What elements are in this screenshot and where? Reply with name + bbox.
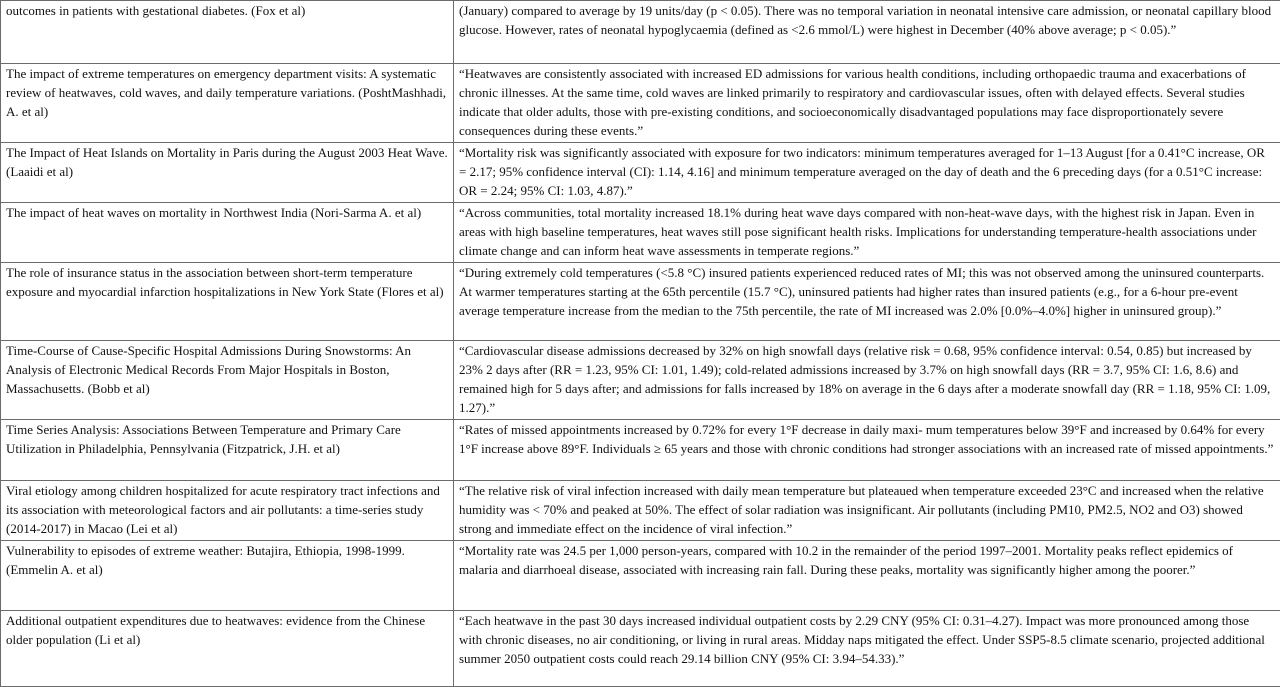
- study-cell: Viral etiology among children hospitalized for acute respiratory tract infections and its association with meteorological factors and air pollutants: a time-series study (2014-2017) in Macao (Lei et al): [1, 481, 454, 541]
- table-row: [1, 263, 1280, 341]
- finding-cell: “Rates of missed appointments increased by 0.72% for every 1°F decrease in daily maxi- mum temperatures below 39°F and increased by 0.64% for every 1°F increase above 89°F. Individuals ≥ 65 years and those with chronic conditions had stronger associations with an increased rate of missed appointments.”: [454, 420, 1280, 481]
- study-cell: The Impact of Heat Islands on Mortality in Paris during the August 2003 Heat Wave. (Laaidi et al): [1, 143, 454, 203]
- study-cell: outcomes in patients with gestational diabetes. (Fox et al): [1, 1, 454, 64]
- study-cell: Additional outpatient expenditures due to heatwaves: evidence from the Chinese older population (Li et al): [1, 611, 454, 687]
- finding-cell: “Mortality risk was significantly associated with exposure for two indicators: minimum temperatures averaged for 1–13 August [for a 0.41°C increase, OR = 2.17; 95% confidence interval (CI): 1.14, 4.16] and minimum temperature averaged on the day of death and the 6 preceding days (for a 0.51°C increase: OR = 2.24; 95% CI: 1.03, 4.87).”: [454, 143, 1280, 203]
- table-row: [1, 64, 1280, 143]
- table-row: [1, 143, 1280, 203]
- study-cell: The impact of extreme temperatures on emergency department visits: A systematic review of heatwaves, cold waves, and daily temperature variations. (PoshtMashhadi, A. et al): [1, 64, 454, 143]
- table-row: [1, 611, 1280, 687]
- finding-cell: “Mortality rate was 24.5 per 1,000 person-years, compared with 10.2 in the remainder of the period 1997–2001. Mortality peaks reflect epidemics of malaria and diarrhoeal disease, associated with increasing rain fall. During these peaks, mortality was significantly higher among the poorer.”: [454, 541, 1280, 611]
- study-cell: The role of insurance status in the association between short-term temperature exposure and myocardial infarction hospitalizations in New York State (Flores et al): [1, 263, 454, 341]
- study-cell: The impact of heat waves on mortality in Northwest India (Nori-Sarma A. et al): [1, 203, 454, 263]
- finding-cell: “The relative risk of viral infection increased with daily mean temperature but plateaued when temperature exceeded 23°C and increased when the relative humidity was < 70% and peaked at 50%. The effect of solar radiation was insignificant. Air pollutants (including PM10, PM2.5, NO2 and O3) showed strong and immediate effect on the incidence of viral infection.”: [454, 481, 1280, 541]
- finding-cell: “Heatwaves are consistently associated with increased ED admissions for various health conditions, including orthopaedic trauma and exacerbations of chronic illnesses. At the same time, cold waves are linked primarily to respiratory and cardiovascular issues, often with delayed effects. Several studies indicate that older adults, those with pre-existing conditions, and socioeconomically disadvantaged populations may face disproportionately severe consequences during these events.”: [454, 64, 1280, 143]
- finding-cell: “Cardiovascular disease admissions decreased by 32% on high snowfall days (relative risk = 0.68, 95% confidence interval: 0.54, 0.85) but increased by 23% 2 days after (RR = 1.23, 95% CI: 1.01, 1.49); cold-related admissions increased by 3.7% on high snowfall days (RR = 3.7, 95% CI: 1.6, 8.6) and remained high for 5 days after; and admissions for falls increased by 18% on average in the 6 days after a moderate snowfall day (RR = 1.18, 95% CI: 1.09, 1.27).”: [454, 341, 1280, 420]
- study-cell: Time-Course of Cause-Specific Hospital Admissions During Snowstorms: An Analysis of Electronic Medical Records From Major Hospitals in Boston, Massachusetts. (Bobb et al): [1, 341, 454, 420]
- finding-cell: (January) compared to average by 19 units/day (p < 0.05). There was no temporal variation in neonatal intensive care admission, or neonatal capillary blood glucose. However, rates of neonatal hypoglycaemia (defined as <2.6 mmol/L) were highest in December (40% above average; p < 0.05).”: [454, 1, 1280, 64]
- table-row: [1, 1, 1280, 64]
- table-row: [1, 541, 1280, 611]
- table-row: [1, 420, 1280, 481]
- table-row: [1, 481, 1280, 541]
- finding-cell: “Across communities, total mortality increased 18.1% during heat wave days compared with non-heat-wave days, with the highest risk in Japan. Even in areas with high baseline temperatures, heat waves still pose significant health risks. Implications for understanding temperature-health associations under climate change and can inform heat wave assessments in temperate regions.”: [454, 203, 1280, 263]
- study-cell: Time Series Analysis: Associations Between Temperature and Primary Care Utilization in Philadelphia, Pennsylvania (Fitzpatrick, J.H. et al): [1, 420, 454, 481]
- finding-cell: “During extremely cold temperatures (<5.8 °C) insured patients experienced reduced rates of MI; this was not observed among the uninsured counterparts. At warmer temperatures starting at the 65th percentile (15.7 °C), uninsured patients had higher rates than insured patients (e.g., for a 6-hour pre-event average temperature increase from the median to the 75th percentile, the rate of MI increased was 2.0% [0.0%–4.0%] higher in uninsured group).”: [454, 263, 1280, 341]
- finding-cell: “Each heatwave in the past 30 days increased individual outpatient costs by 2.29 CNY (95% CI: 0.31–4.27). Impact was more pronounced among those with chronic diseases, no air conditioning, or living in rural areas. Midday naps mitigated the effect. Under SSP5-8.5 climate scenario, projected additional summer 2050 outpatient costs could reach 29.14 billion CNY (95% CI: 3.94–54.33).”: [454, 611, 1280, 687]
- table-row: [1, 203, 1280, 263]
- table-row: [1, 341, 1280, 420]
- study-cell: Vulnerability to episodes of extreme weather: Butajira, Ethiopia, 1998-1999. (Emmelin A. et al): [1, 541, 454, 611]
